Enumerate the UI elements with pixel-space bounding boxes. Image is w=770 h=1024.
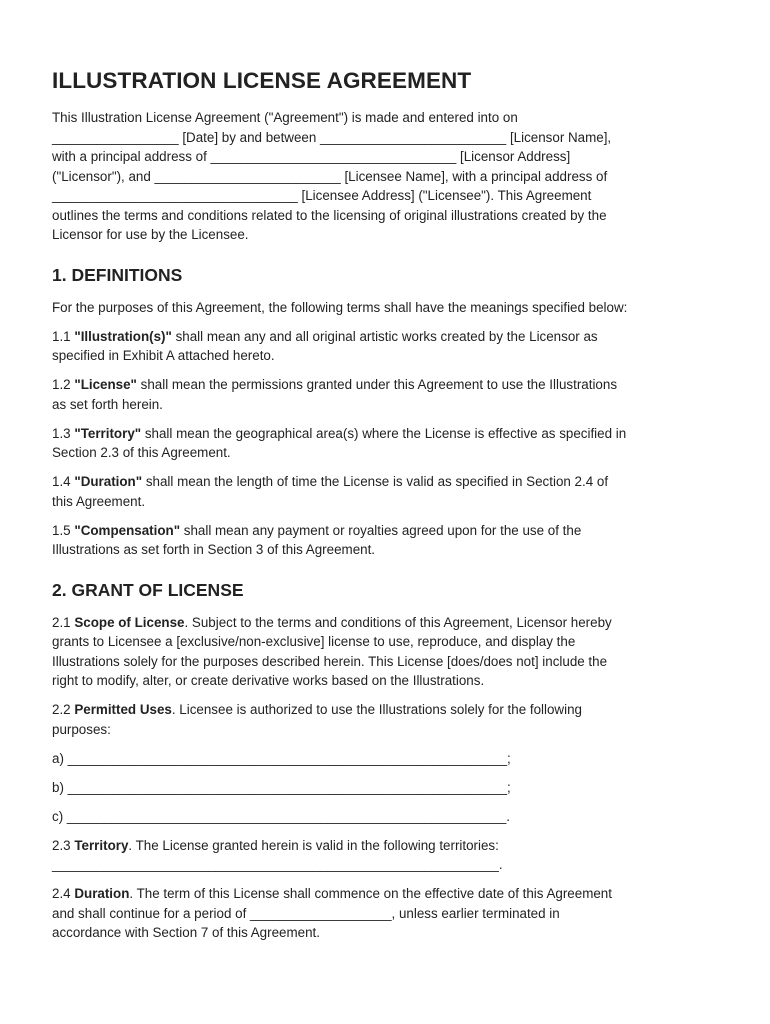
clause-duration — [52, 884, 722, 943]
definition-item — [52, 327, 722, 366]
text: shall mean the permissions granted under this Agreement to use the Illustrations — [136, 377, 618, 392]
definition-item — [52, 424, 722, 463]
clause-title: Duration — [74, 886, 130, 901]
clause-permitted-uses — [52, 700, 722, 739]
document-title: ILLUSTRATION LICENSE AGREEMENT — [52, 68, 472, 93]
clause-number: 2.4 — [52, 886, 75, 901]
definition-item — [52, 472, 722, 511]
defined-term: "Duration" — [74, 474, 143, 489]
definition-item — [52, 375, 722, 414]
defined-term: "Compensation" — [74, 522, 181, 538]
clause-title: Scope of License — [74, 614, 185, 630]
intro-paragraph — [52, 108, 722, 245]
text-line: For the purposes of this Agreement, the following terms shall have the meanings specified below: — [52, 299, 628, 315]
clause-number: 2.2 — [52, 702, 75, 717]
defined-term: "Illustration(s)" — [74, 328, 172, 344]
text-line: this Agreement. — [52, 493, 146, 509]
text-line: with a principal address of _________________________________ [Licensor Address] — [52, 149, 571, 164]
clause-number: 2.1 — [52, 614, 75, 630]
text: shall mean the length of time the License is valid as specified in Section 2.4 of — [142, 474, 609, 489]
text: . Subject to the terms and conditions of this Agreement, Licensor hereby — [184, 614, 612, 630]
clause-territory — [52, 836, 722, 875]
text-line: outlines the terms and conditions related to the licensing of original illustrations created by the — [52, 207, 607, 223]
permitted-use-blank-b — [52, 778, 722, 798]
text: shall mean the geographical area(s) where the License is effective as specified in — [141, 425, 627, 441]
text-line: ____________________________________________________________. — [52, 857, 503, 872]
clause-scope-of-license — [52, 613, 722, 691]
text-line: a) ___________________________________________________________; — [52, 750, 511, 766]
text: . The License granted herein is valid in the following territories: — [128, 837, 499, 853]
clause-number: 1.3 — [52, 425, 75, 441]
text-line: _________________ [Date] by and between _________________________ [Licensor Name], — [52, 129, 612, 145]
text-line: Illustrations as set forth in Section 3 of this Agreement. — [52, 542, 376, 557]
section-heading-definitions: 1. DEFINITIONS — [52, 264, 183, 285]
section-heading-grant-of-license: 2. GRANT OF LICENSE — [52, 579, 244, 600]
clause-number: 1.4 — [52, 474, 75, 489]
text-line: Section 2.3 of this Agreement. — [52, 445, 231, 460]
clause-title: Permitted Uses — [74, 702, 172, 717]
text-line: purposes: — [52, 721, 111, 737]
text-line: c) ___________________________________________________________. — [52, 808, 510, 824]
text: . Licensee is authorized to use the Illustrations solely for the following — [171, 702, 582, 717]
clause-number: 1.2 — [52, 377, 75, 392]
text-line: b) ___________________________________________________________; — [52, 779, 511, 795]
text-line: Licensor for use by the Licensee. — [52, 227, 249, 242]
text-line: right to modify, alter, or create derivative works based on the Illustrations. — [52, 673, 485, 688]
text-line: ("Licensor"), and _________________________ [Licensee Name], with a principal address of — [52, 168, 608, 184]
text: shall mean any payment or royalties agreed upon for the use of the — [180, 522, 582, 538]
text: . The term of this License shall commence on the effective date of this Agreement — [129, 886, 612, 901]
text-line: _________________________________ [Licensee Address] ("Licensee"). This Agreement — [52, 188, 592, 203]
definitions-lead — [52, 298, 722, 318]
document-page — [52, 68, 722, 952]
text-line: accordance with Section 7 of this Agreement. — [52, 925, 320, 940]
text-line: and shall continue for a period of ___________________, unless earlier terminated in — [52, 905, 560, 921]
text-line: grants to Licensee a [exclusive/non-exclusive] license to use, reproduce, and display the — [52, 634, 576, 649]
text-line: specified in Exhibit A attached hereto. — [52, 348, 275, 363]
clause-title: Territory — [74, 837, 129, 853]
text-line: This Illustration License Agreement ("Agreement") is made and entered into on — [52, 110, 518, 125]
defined-term: "Territory" — [74, 425, 142, 441]
clause-number: 2.3 — [52, 837, 75, 853]
text: shall mean any and all original artistic works created by the Licensor as — [171, 328, 598, 344]
permitted-use-blank-c — [52, 807, 722, 827]
clause-number: 1.5 — [52, 522, 75, 538]
clause-number: 1.1 — [52, 328, 75, 344]
definition-item — [52, 521, 722, 560]
permitted-use-blank-a — [52, 749, 722, 769]
text-line: Illustrations solely for the purposes described herein. This License [does/does not] include the — [52, 653, 608, 669]
text-line: as set forth herein. — [52, 396, 163, 412]
defined-term: "License" — [74, 377, 137, 392]
